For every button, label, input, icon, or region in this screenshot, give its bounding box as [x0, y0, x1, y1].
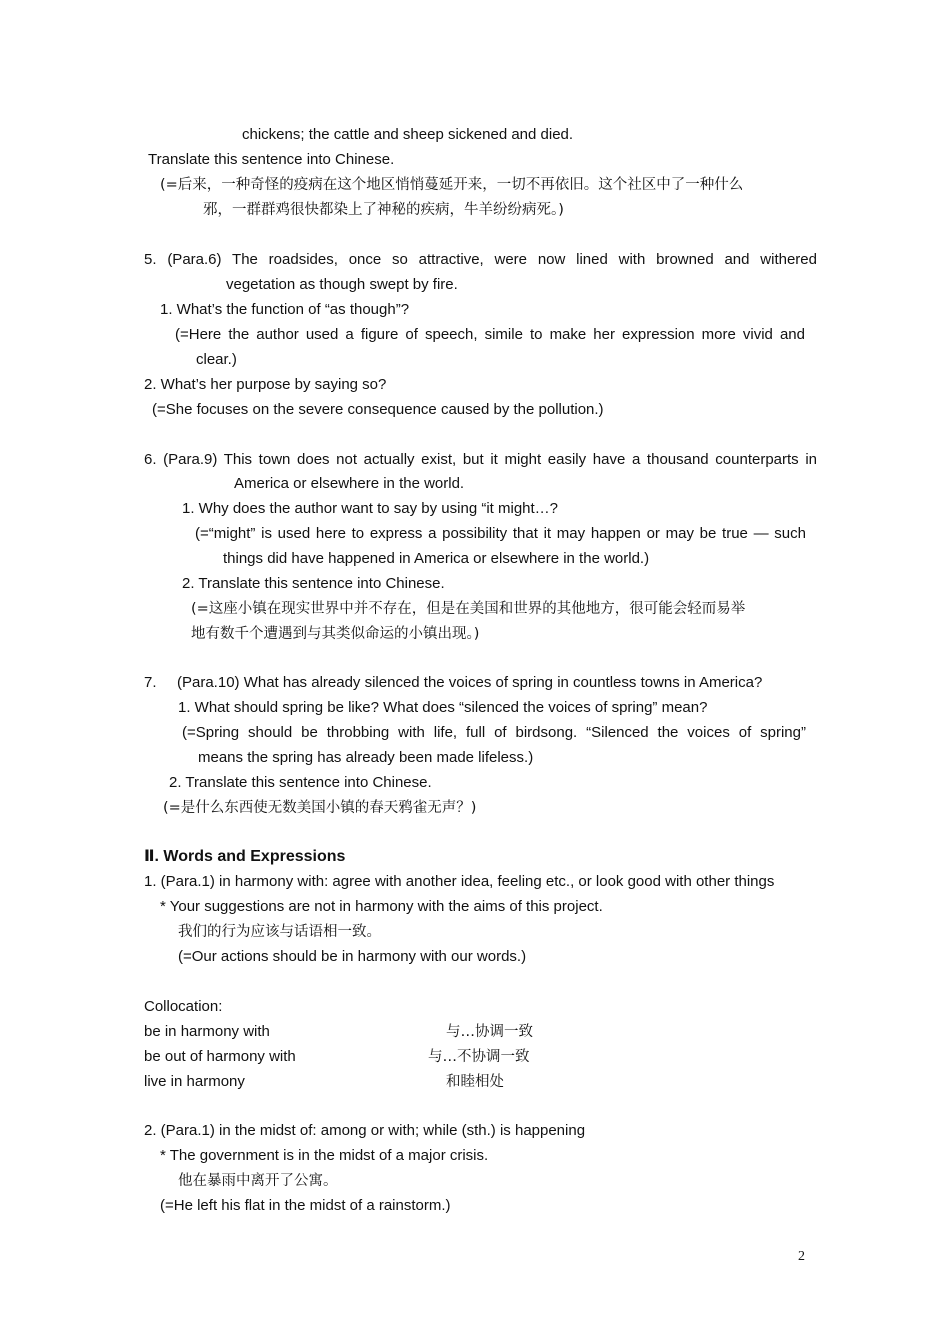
collocation-en: live in harmony	[144, 1073, 245, 1090]
q4-answer-line-2: 邪，一群群鸡很快都染上了神秘的疾病，牛羊纷纷病死。)	[203, 202, 564, 218]
collocation-zh: 与…协调一致	[446, 1024, 533, 1040]
q7-number: 7.	[144, 674, 157, 691]
page-number: 2	[798, 1249, 805, 1264]
collocation-en: be out of harmony with	[144, 1048, 296, 1065]
section-heading: Ⅱ. Words and Expressions	[144, 848, 346, 865]
item1-definition: 1. (Para.1) in harmony with: agree with another idea, feeling etc., or look good with other things	[144, 873, 775, 890]
q6-question-line-1: 6. (Para.9) This town does not actually exist, but it might easily have a thousand counterparts in	[144, 451, 817, 468]
collocation-en: be in harmony with	[144, 1023, 270, 1040]
q7-sub1-question: 1. What should spring be like? What does “silenced the voices of spring” mean?	[178, 699, 708, 716]
q5-sub1-answer-line-2: clear.)	[196, 351, 237, 368]
q6-sub2-answer-line-1: (=这座小镇在现实世界中并不存在，但是在美国和世界的其他地方，很可能会轻而易举	[191, 601, 746, 617]
q5-question-line-1: 5. (Para.6) The roadsides, once so attractive, were now lined with browned and withered	[144, 251, 817, 268]
item1-example-en: (=Our actions should be in harmony with our words.)	[178, 948, 527, 965]
q7-sub2-answer: (=是什么东西使无数美国小镇的春天鸦雀无声？)	[163, 800, 477, 816]
item2-definition: 2. (Para.1) in the midst of: among or with; while (sth.) is happening	[144, 1122, 586, 1139]
item1-example-zh: 我们的行为应该与话语相一致。	[178, 924, 381, 940]
q4-sentence-continuation: chickens; the cattle and sheep sickened and died.	[242, 126, 574, 143]
item2-example-en: (=He left his flat in the midst of a rainstorm.)	[160, 1197, 451, 1214]
q6-sub1-answer-line-2: things did have happened in America or elsewhere in the world.)	[223, 550, 650, 567]
q6-sub2-question: 2. Translate this sentence into Chinese.	[182, 575, 445, 592]
q6-question-line-2: America or elsewhere in the world.	[234, 475, 465, 492]
collocation-zh: 和睦相处	[446, 1074, 504, 1090]
q5-sub2-answer: (=She focuses on the severe consequence caused by the pollution.)	[152, 401, 604, 418]
q6-sub1-question: 1. Why does the author want to say by using “it might…?	[182, 500, 559, 517]
item1-example: * Your suggestions are not in harmony with the aims of this project.	[160, 898, 603, 915]
q5-sub2-question: 2. What’s her purpose by saying so?	[144, 376, 387, 393]
q7-sub2-question: 2. Translate this sentence into Chinese.	[169, 774, 432, 791]
q6-sub1-answer-line-1: (=“might” is used here to express a possibility that it may happen or may be true — such	[195, 525, 806, 542]
item2-example: * The government is in the midst of a major crisis.	[160, 1147, 489, 1164]
q4-answer-line-1: (=后来，一种奇怪的疫病在这个地区悄悄蔓延开来，一切不再依旧。这个社区中了一种什么	[160, 177, 744, 193]
collocation-zh: 与…不协调一致	[428, 1049, 530, 1065]
collocation-label: Collocation:	[144, 998, 223, 1015]
q7-sub1-answer-line-2: means the spring has already been made lifeless.)	[198, 749, 534, 766]
q5-question-line-2: vegetation as though swept by fire.	[226, 276, 458, 293]
item2-example-zh: 他在暴雨中离开了公寓。	[178, 1173, 338, 1189]
q7-sub1-answer-line-1: (=Spring should be throbbing with life, full of birdsong. “Silenced the voices of spring”	[182, 724, 806, 741]
q5-sub1-question: 1. What’s the function of “as though”?	[160, 301, 410, 318]
q4-translate-task: Translate this sentence into Chinese.	[148, 151, 395, 168]
q6-sub2-answer-line-2: 地有数千个遭遇到与其类似命运的小镇出现。)	[191, 626, 480, 642]
q7-question-line-1: (Para.10) What has already silenced the voices of spring in countless towns in America?	[177, 674, 763, 691]
q5-sub1-answer-line-1: (=Here the author used a figure of speech, simile to make her expression more vivid and	[175, 326, 805, 343]
